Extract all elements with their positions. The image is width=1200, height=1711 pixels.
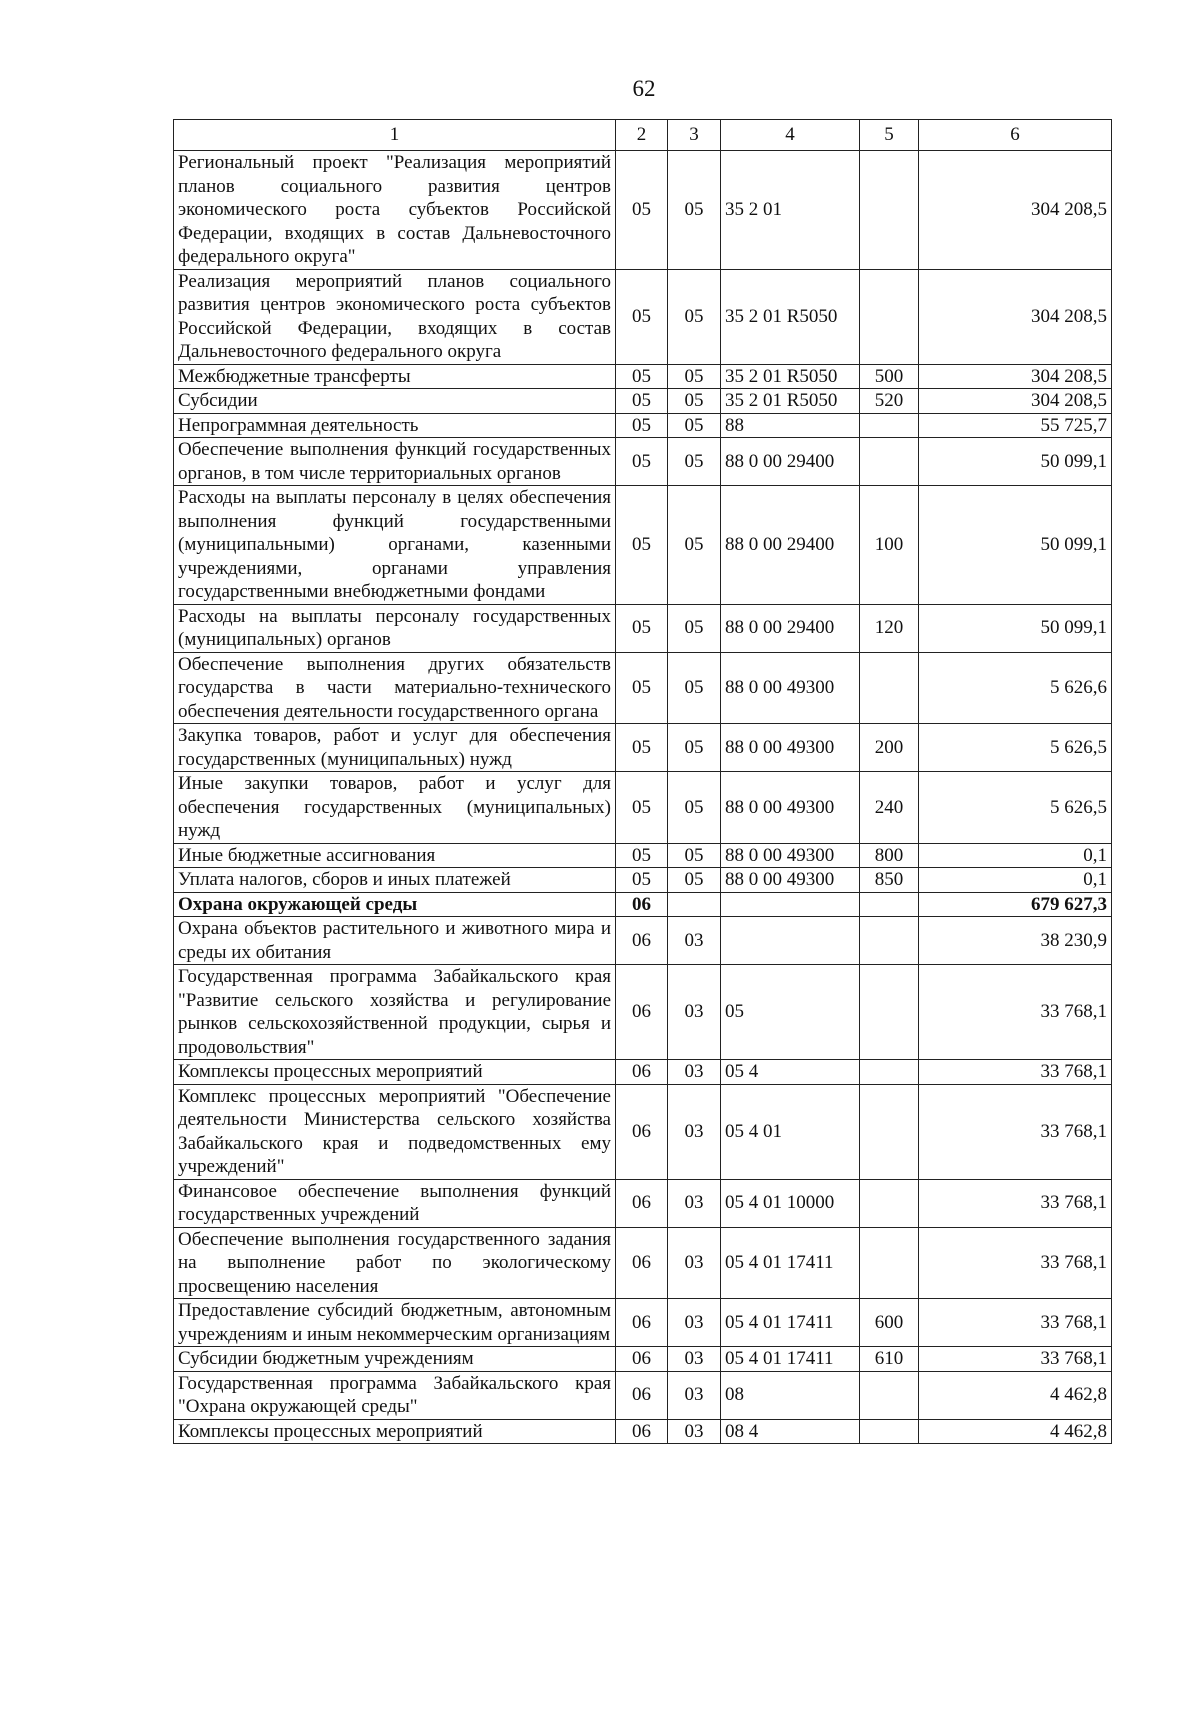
row-subsection-cell: 05 <box>668 486 721 605</box>
row-expense-type-cell <box>860 413 919 438</box>
row-target-code-cell: 35 2 01 R5050 <box>721 364 860 389</box>
table-row <box>174 724 1112 772</box>
row-subsection-cell: 05 <box>668 772 721 844</box>
row-name-cell: Непрограммная деятельность <box>174 413 616 438</box>
row-name-cell: Субсидии <box>174 389 616 414</box>
row-target-code-cell: 88 0 00 29400 <box>721 438 860 486</box>
row-target-code-cell: 88 0 00 49300 <box>721 724 860 772</box>
table-row <box>174 1347 1112 1372</box>
row-subsection-cell: 03 <box>668 965 721 1060</box>
row-section-cell: 05 <box>616 413 668 438</box>
row-section-cell: 05 <box>616 364 668 389</box>
row-target-code-cell: 88 0 00 49300 <box>721 772 860 844</box>
row-name-cell: Обеспечение выполнения других обязательств государства в части материально-технического обеспечения деятельности государственного органа <box>174 652 616 724</box>
row-expense-type-cell: 240 <box>860 772 919 844</box>
table-row <box>174 1419 1112 1444</box>
table-row <box>174 269 1112 364</box>
row-target-code-cell <box>721 892 860 917</box>
row-subsection-cell: 03 <box>668 1419 721 1444</box>
row-name-cell: Иные бюджетные ассигнования <box>174 843 616 868</box>
row-section-cell: 05 <box>616 389 668 414</box>
row-amount-cell: 0,1 <box>919 843 1112 868</box>
row-subsection-cell: 03 <box>668 1299 721 1347</box>
row-target-code-cell: 05 <box>721 965 860 1060</box>
table-body <box>174 151 1112 1444</box>
row-subsection-cell: 05 <box>668 438 721 486</box>
row-amount-cell: 33 768,1 <box>919 1084 1112 1179</box>
row-amount-cell: 55 725,7 <box>919 413 1112 438</box>
row-name-cell: Региональный проект "Реализация мероприятий планов социального развития центров экономического роста субъектов Российской Федерации, входящих в состав Дальневосточного федерального округа" <box>174 151 616 270</box>
row-target-code-cell: 05 4 01 10000 <box>721 1179 860 1227</box>
row-name-cell: Расходы на выплаты персоналу в целях обеспечения выполнения функций государственными (муниципальными) органами, казенными учреждениями, органами управления государственными внебюджетными фондами <box>174 486 616 605</box>
table-row <box>174 1084 1112 1179</box>
row-subsection-cell: 05 <box>668 151 721 270</box>
row-section-cell: 05 <box>616 438 668 486</box>
table-row <box>174 652 1112 724</box>
row-section-cell: 06 <box>616 1299 668 1347</box>
row-subsection-cell: 03 <box>668 1060 721 1085</box>
row-section-cell: 06 <box>616 892 668 917</box>
row-section-cell: 05 <box>616 772 668 844</box>
row-section-cell: 05 <box>616 604 668 652</box>
header-col-6: 6 <box>919 120 1112 151</box>
row-name-cell: Комплекс процессных мероприятий "Обеспечение деятельности Министерства сельского хозяйства Забайкальского края и подведомственных ему учреждений" <box>174 1084 616 1179</box>
row-expense-type-cell <box>860 1060 919 1085</box>
table-row <box>174 772 1112 844</box>
row-expense-type-cell <box>860 1419 919 1444</box>
row-expense-type-cell <box>860 438 919 486</box>
row-amount-cell: 0,1 <box>919 868 1112 893</box>
row-amount-cell: 304 208,5 <box>919 364 1112 389</box>
row-amount-cell: 33 768,1 <box>919 1179 1112 1227</box>
row-expense-type-cell <box>860 1179 919 1227</box>
row-target-code-cell: 88 <box>721 413 860 438</box>
row-section-cell: 06 <box>616 1419 668 1444</box>
row-section-cell: 06 <box>616 917 668 965</box>
row-amount-cell: 304 208,5 <box>919 269 1112 364</box>
row-amount-cell: 4 462,8 <box>919 1419 1112 1444</box>
row-subsection-cell: 03 <box>668 917 721 965</box>
row-expense-type-cell <box>860 917 919 965</box>
row-name-cell: Государственная программа Забайкальского края "Развитие сельского хозяйства и регулирование рынков сельскохозяйственной продукции, сырья и продовольствия" <box>174 965 616 1060</box>
row-amount-cell: 679 627,3 <box>919 892 1112 917</box>
row-target-code-cell: 05 4 01 <box>721 1084 860 1179</box>
table-row <box>174 389 1112 414</box>
row-expense-type-cell <box>860 269 919 364</box>
row-subsection-cell: 05 <box>668 389 721 414</box>
row-section-cell: 05 <box>616 843 668 868</box>
row-amount-cell: 50 099,1 <box>919 438 1112 486</box>
row-expense-type-cell <box>860 1084 919 1179</box>
table-row <box>174 438 1112 486</box>
row-target-code-cell: 05 4 01 17411 <box>721 1299 860 1347</box>
row-name-cell: Субсидии бюджетным учреждениям <box>174 1347 616 1372</box>
row-amount-cell: 5 626,5 <box>919 772 1112 844</box>
row-section-cell: 05 <box>616 652 668 724</box>
row-expense-type-cell: 610 <box>860 1347 919 1372</box>
table-row <box>174 868 1112 893</box>
row-target-code-cell: 08 <box>721 1371 860 1419</box>
row-section-cell: 05 <box>616 151 668 270</box>
row-name-cell: Комплексы процессных мероприятий <box>174 1419 616 1444</box>
row-section-cell: 05 <box>616 486 668 605</box>
row-subsection-cell: 03 <box>668 1347 721 1372</box>
row-amount-cell: 33 768,1 <box>919 1347 1112 1372</box>
table-row <box>174 1371 1112 1419</box>
table-row <box>174 1227 1112 1299</box>
row-amount-cell: 50 099,1 <box>919 486 1112 605</box>
table-row <box>174 486 1112 605</box>
header-col-4: 4 <box>721 120 860 151</box>
row-subsection-cell: 05 <box>668 652 721 724</box>
row-expense-type-cell: 850 <box>860 868 919 893</box>
row-name-cell: Предоставление субсидий бюджетным, автономным учреждениям и иным некоммерческим организациям <box>174 1299 616 1347</box>
row-target-code-cell: 88 0 00 29400 <box>721 486 860 605</box>
row-expense-type-cell <box>860 892 919 917</box>
row-name-cell: Финансовое обеспечение выполнения функций государственных учреждений <box>174 1179 616 1227</box>
row-section-cell: 05 <box>616 269 668 364</box>
row-section-cell: 06 <box>616 1371 668 1419</box>
row-subsection-cell: 05 <box>668 843 721 868</box>
row-section-cell: 06 <box>616 1227 668 1299</box>
table-row <box>174 843 1112 868</box>
row-name-cell: Охрана окружающей среды <box>174 892 616 917</box>
table-row <box>174 917 1112 965</box>
row-subsection-cell: 05 <box>668 604 721 652</box>
row-amount-cell: 33 768,1 <box>919 1060 1112 1085</box>
row-target-code-cell: 35 2 01 R5050 <box>721 269 860 364</box>
table-row <box>174 965 1112 1060</box>
row-expense-type-cell <box>860 1371 919 1419</box>
table-header-row <box>174 120 1112 151</box>
row-amount-cell: 33 768,1 <box>919 1299 1112 1347</box>
row-expense-type-cell <box>860 1227 919 1299</box>
row-name-cell: Расходы на выплаты персоналу государственных (муниципальных) органов <box>174 604 616 652</box>
row-target-code-cell: 88 0 00 49300 <box>721 868 860 893</box>
row-target-code-cell: 08 4 <box>721 1419 860 1444</box>
row-target-code-cell <box>721 917 860 965</box>
row-name-cell: Межбюджетные трансферты <box>174 364 616 389</box>
row-section-cell: 06 <box>616 965 668 1060</box>
row-amount-cell: 38 230,9 <box>919 917 1112 965</box>
row-target-code-cell: 88 0 00 29400 <box>721 604 860 652</box>
table-row <box>174 604 1112 652</box>
row-subsection-cell: 03 <box>668 1371 721 1419</box>
row-target-code-cell: 05 4 <box>721 1060 860 1085</box>
row-subsection-cell: 05 <box>668 269 721 364</box>
row-amount-cell: 50 099,1 <box>919 604 1112 652</box>
table-row <box>174 413 1112 438</box>
row-section-cell: 05 <box>616 868 668 893</box>
row-expense-type-cell <box>860 652 919 724</box>
row-target-code-cell: 35 2 01 R5050 <box>721 389 860 414</box>
row-section-cell: 06 <box>616 1060 668 1085</box>
row-expense-type-cell: 800 <box>860 843 919 868</box>
table-row <box>174 892 1112 917</box>
row-amount-cell: 304 208,5 <box>919 389 1112 414</box>
header-col-1: 1 <box>174 120 616 151</box>
row-expense-type-cell: 200 <box>860 724 919 772</box>
page-number: 62 <box>632 76 656 101</box>
row-target-code-cell: 35 2 01 <box>721 151 860 270</box>
row-section-cell: 06 <box>616 1179 668 1227</box>
table-row <box>174 1179 1112 1227</box>
row-expense-type-cell: 500 <box>860 364 919 389</box>
row-target-code-cell: 88 0 00 49300 <box>721 652 860 724</box>
header-col-3: 3 <box>668 120 721 151</box>
row-subsection-cell: 03 <box>668 1179 721 1227</box>
row-subsection-cell: 05 <box>668 364 721 389</box>
row-expense-type-cell: 520 <box>860 389 919 414</box>
row-name-cell: Реализация мероприятий планов социального развития центров экономического роста субъектов Российской Федерации, входящих в состав Дальневосточного федерального округа <box>174 269 616 364</box>
table-row <box>174 151 1112 270</box>
row-target-code-cell: 05 4 01 17411 <box>721 1227 860 1299</box>
row-amount-cell: 4 462,8 <box>919 1371 1112 1419</box>
row-subsection-cell: 05 <box>668 868 721 893</box>
row-name-cell: Иные закупки товаров, работ и услуг для обеспечения государственных (муниципальных) нужд <box>174 772 616 844</box>
row-amount-cell: 5 626,5 <box>919 724 1112 772</box>
row-name-cell: Комплексы процессных мероприятий <box>174 1060 616 1085</box>
row-subsection-cell: 03 <box>668 1227 721 1299</box>
row-amount-cell: 33 768,1 <box>919 1227 1112 1299</box>
row-expense-type-cell <box>860 151 919 270</box>
row-subsection-cell <box>668 892 721 917</box>
row-section-cell: 06 <box>616 1084 668 1179</box>
row-subsection-cell: 05 <box>668 724 721 772</box>
row-target-code-cell: 88 0 00 49300 <box>721 843 860 868</box>
row-name-cell: Обеспечение выполнения функций государственных органов, в том числе территориальных органов <box>174 438 616 486</box>
row-amount-cell: 5 626,6 <box>919 652 1112 724</box>
table-row <box>174 364 1112 389</box>
row-expense-type-cell: 600 <box>860 1299 919 1347</box>
row-amount-cell: 33 768,1 <box>919 965 1112 1060</box>
row-name-cell: Уплата налогов, сборов и иных платежей <box>174 868 616 893</box>
row-target-code-cell: 05 4 01 17411 <box>721 1347 860 1372</box>
row-name-cell: Обеспечение выполнения государственного задания на выполнение работ по экологическому просвещению населения <box>174 1227 616 1299</box>
row-expense-type-cell: 120 <box>860 604 919 652</box>
row-name-cell: Охрана объектов растительного и животного мира и среды их обитания <box>174 917 616 965</box>
table-row <box>174 1060 1112 1085</box>
header-col-2: 2 <box>616 120 668 151</box>
row-expense-type-cell: 100 <box>860 486 919 605</box>
row-amount-cell: 304 208,5 <box>919 151 1112 270</box>
row-name-cell: Закупка товаров, работ и услуг для обеспечения государственных (муниципальных) нужд <box>174 724 616 772</box>
table-row <box>174 1299 1112 1347</box>
header-col-5: 5 <box>860 120 919 151</box>
row-section-cell: 06 <box>616 1347 668 1372</box>
row-subsection-cell: 05 <box>668 413 721 438</box>
row-subsection-cell: 03 <box>668 1084 721 1179</box>
row-name-cell: Государственная программа Забайкальского края "Охрана окружающей среды" <box>174 1371 616 1419</box>
budget-table <box>173 119 1112 1444</box>
row-section-cell: 05 <box>616 724 668 772</box>
row-expense-type-cell <box>860 965 919 1060</box>
